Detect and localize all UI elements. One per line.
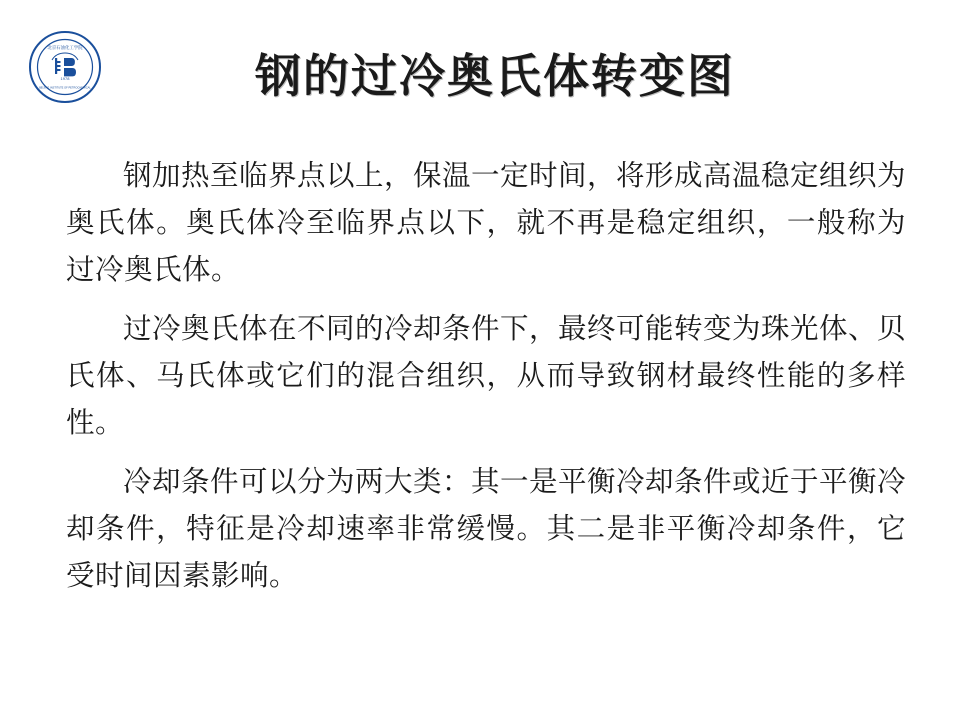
- paragraph-3: 冷却条件可以分为两大类：其一是平衡冷却条件或近于平衡冷却条件，特征是冷却速率非常缓慢。其二是非平衡冷却条件，它受时间因素影响。: [66, 465, 907, 592]
- paragraph-1: 钢加热至临界点以上，保温一定时间，将形成高温稳定组织为奥氏体。奥氏体冷至临界点以下，就不再是稳定组织，一般称为过冷奥氏体。: [66, 159, 907, 286]
- paragraph-2: 过冷奥氏体在不同的冷却条件下，最终可能转变为珠光体、贝氏体、马氏体或它们的混合组织，从而导致钢材最终性能的多样性。: [66, 312, 907, 439]
- slide-body: [66, 152, 906, 599]
- svg-text:北京石油化工学院: 北京石油化工学院: [47, 46, 83, 51]
- svg-text:BEIJING INSTITUTE OF PETROCHEM: BEIJING INSTITUTE OF PETROCHEMICAL: [39, 86, 91, 90]
- svg-text:1978: 1978: [60, 76, 70, 81]
- page-title: 钢的过冷奥氏体转变图: [255, 49, 735, 103]
